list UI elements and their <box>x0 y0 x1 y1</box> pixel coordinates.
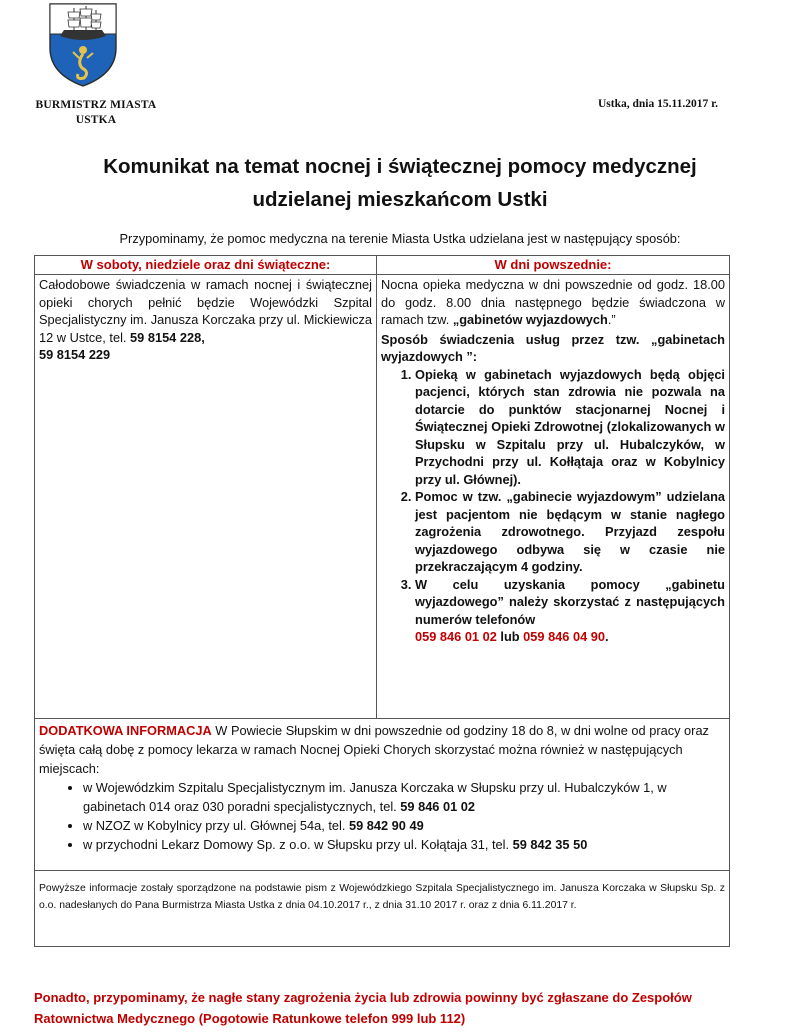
additional-info-label: DODATKOWA INFORMACJA <box>39 723 212 738</box>
mobile-clinic-phone-1: 059 846 01 02 <box>415 629 497 644</box>
step3-end: . <box>605 629 609 644</box>
page-title <box>0 150 800 216</box>
place-text: w przychodni Lekarz Domowy Sp. z o.o. w Słupsku przy ul. Kołątaja 31, tel. <box>83 837 513 852</box>
weekday-intro-text: Nocna opieka medyczna w dni powszednie od godz. 18.00 do godz. 8.00 dnia następnego będzie świadczona w ramach tzw. <box>381 277 725 327</box>
list-item <box>83 816 727 835</box>
weekend-phone-1: 59 8154 228, <box>130 329 205 345</box>
weekend-phone-2: 59 8154 229 <box>39 347 111 362</box>
list-item: 2. Pomoc w tzw. „gabinecie wyjazdowym” udzielana jest pacjentom nie będącym w stanie nagłego zagrożenia zdrowotnego. Przyjazd zespołu wyjazdowego odbywa się w czasie nie przekraczającym 4 godziny. <box>415 488 725 576</box>
weekday-intro-bold: „gabinetów wyjazdowych <box>452 312 608 327</box>
title-line2: udzielanej mieszkańcom Ustki <box>252 188 548 211</box>
document-date: Ustka, dnia 15.11.2017 r. <box>597 98 718 110</box>
weekday-steps-list <box>381 366 725 646</box>
sources-note: Powyższe informacje zostały sporządzone na podstawie pism z Wojewódzkiego Szpitala Specjalistycznego im. Janusza Korczaka w Słupsku Sp. z o.o. nadesłanych do Pana Burmistrza Miasta Ustka z dnia 04.10.2017 r., z dnia 31.10 2017 r. oraz z dnia 6.11.2017 r. <box>39 883 725 911</box>
row-divider-additional <box>35 718 729 719</box>
additional-info <box>39 721 727 854</box>
list-item <box>415 576 725 646</box>
row-divider-sources <box>35 870 729 871</box>
weekday-column-header: W dni powszednie: <box>494 257 612 272</box>
place-text: w Wojewódzkim Szpitalu Specjalistycznym im. Janusza Korczaka w Słupsku przy ul. Hubalczyków 1, w gabinetach 014 oraz 030 poradni specjalistycznych, tel. <box>83 780 667 814</box>
issuer-line1: BURMISTRZ MIASTA <box>35 99 157 111</box>
weekday-intro-end: .” <box>607 312 616 327</box>
column-divider <box>376 256 377 718</box>
intro-text: Przypominamy, że pomoc medyczna na terenie Miasta Ustka udzielana jest w następujący sposób: <box>119 231 681 246</box>
list-item <box>83 778 727 816</box>
weekday-intro <box>381 276 725 329</box>
additional-info-text: W Powiecie Słupskim w dni powszednie od godziny 18 do 8, w dni wolne od pracy oraz święta całą dobę z pomocy lekarza w ramach Nocnej Opieki Chorych skorzystać można również w następujących miejscach: <box>39 723 709 776</box>
weekend-text: Całodobowe świadczenia w ramach nocnej i świątecznej opieki chorych pełnić będzie Wojewódzki Szpital Specjalistyczny im. Janusza Korczaka przy ul. Mickiewicza 12 w Ustce, tel. <box>39 277 372 345</box>
info-table <box>34 255 730 947</box>
places-list <box>39 778 727 854</box>
weekend-column-header: W soboty, niedziele oraz dni świąteczne: <box>80 257 331 272</box>
emergency-notice-line1: Ponadto, przypominamy, że nagłe stany zagrożenia życia lub zdrowia powinny być zgłaszane do Zespołów <box>34 990 692 1005</box>
place-text: w NZOZ w Kobylnicy przy ul. Głównej 54a, tel. <box>83 818 349 833</box>
list-item: 1. Opieką w gabinetach wyjazdowych będą objęci pacjenci, których stan zdrowia nie pozwala na dotarcie do punktów stacjonarnej Nocnej i Świątecznej Opieki Zdrowotnej (zlokalizowanych w Słupsku w Szpitalu przy ul. Hubalczyków, w Przychodni przy ul. Kołłątaja oraz w Kobylnicy przy ul. Głównej). <box>415 366 725 489</box>
step3-or: lub <box>496 629 524 644</box>
weekday-cell <box>381 276 725 646</box>
ustka-coat-of-arms-icon <box>46 0 120 88</box>
step3-text: W celu uzyskania pomocy „gabinetu wyjazdowego” należy skorzystać z następujących numerów telefonów <box>415 576 725 627</box>
issuer-block <box>16 98 176 128</box>
issuer-line2: USTKA <box>75 114 117 126</box>
emergency-notice <box>34 987 774 1029</box>
list-item <box>83 835 727 854</box>
emergency-notice-line2: Ratownictwa Medycznego (Pogotowie Ratunkowe telefon 999 lub 112) <box>34 1011 466 1026</box>
mobile-clinic-phone-2: 059 846 04 90 <box>523 629 605 644</box>
weekend-cell <box>39 276 372 364</box>
place-phone: 59 842 35 50 <box>512 837 588 852</box>
title-line1: Komunikat na temat nocnej i świątecznej pomocy medycznej <box>103 155 697 178</box>
place-phone: 59 846 01 02 <box>400 799 476 814</box>
weekday-subheading: Sposób świadczenia usług przez tzw. „gabinetach wyjazdowych ”: <box>381 331 725 364</box>
place-phone: 59 842 90 49 <box>348 818 424 833</box>
